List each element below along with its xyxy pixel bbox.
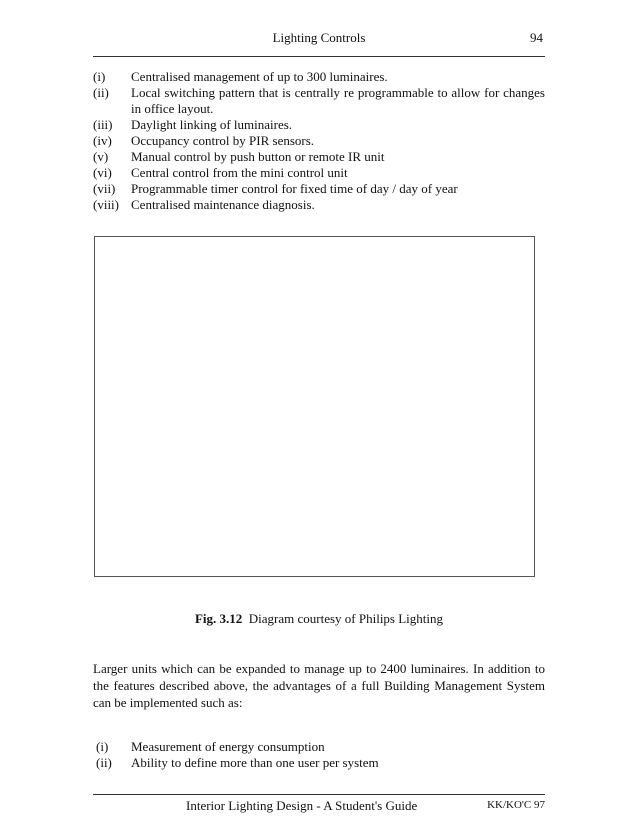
item-number: (v) bbox=[93, 149, 109, 164]
item-text: Programmable timer control for fixed time of day / day of year bbox=[131, 181, 458, 196]
item-number: (viii) bbox=[93, 197, 119, 212]
list-item bbox=[93, 197, 545, 213]
footer-code: KK/KO'C 97 bbox=[487, 799, 545, 811]
item-number: (ii) bbox=[96, 755, 112, 770]
list-item bbox=[93, 149, 545, 165]
list-item bbox=[93, 117, 545, 133]
item-number: (vii) bbox=[93, 181, 116, 196]
body-paragraph: Larger units which can be expanded to manage up to 2400 luminaires. In addition to the features described above, the advantages of a full Building Management System can be implemented such as: bbox=[93, 661, 545, 710]
item-number: (i) bbox=[96, 739, 109, 754]
item-text: Manual control by push button or remote IR unit bbox=[131, 149, 385, 164]
item-text: Centralised maintenance diagnosis. bbox=[131, 197, 315, 212]
item-number: (iv) bbox=[93, 133, 112, 148]
page-footer bbox=[93, 798, 545, 816]
list-item bbox=[93, 69, 545, 85]
item-number: (vi) bbox=[93, 165, 112, 180]
list-item bbox=[93, 755, 545, 771]
footer-title: Interior Lighting Design - A Student's Guide bbox=[186, 798, 418, 813]
item-number: (i) bbox=[93, 69, 106, 84]
figure-caption bbox=[93, 611, 545, 627]
page-number: 94 bbox=[530, 30, 543, 45]
item-number: (iii) bbox=[93, 117, 113, 132]
header-rule bbox=[93, 56, 545, 57]
item-text: Central control from the mini control unit bbox=[131, 165, 348, 180]
list-item bbox=[93, 165, 545, 181]
item-text: Centralised management of up to 300 luminaires. bbox=[131, 69, 388, 84]
features-list bbox=[93, 69, 545, 213]
figure-caption-text: Diagram courtesy of Philips Lighting bbox=[248, 611, 444, 626]
list-item bbox=[93, 85, 545, 117]
item-text: Measurement of energy consumption bbox=[131, 739, 325, 754]
list-item bbox=[93, 181, 545, 197]
list-item bbox=[93, 739, 545, 755]
bms-features-list bbox=[93, 739, 545, 771]
header-title: Lighting Controls bbox=[272, 30, 366, 45]
item-text: Ability to define more than one user per system bbox=[131, 755, 379, 770]
item-text: Daylight linking of luminaires. bbox=[131, 117, 293, 132]
figure-placeholder bbox=[94, 236, 535, 577]
figure-label: Fig. 3.12 bbox=[194, 611, 243, 626]
item-number: (ii) bbox=[93, 85, 109, 100]
page-header bbox=[93, 30, 545, 48]
footer-rule bbox=[93, 794, 545, 795]
item-text: Local switching pattern that is centrally re programmable to allow for changes in office layout. bbox=[131, 85, 545, 116]
list-item bbox=[93, 133, 545, 149]
item-text: Occupancy control by PIR sensors. bbox=[131, 133, 315, 148]
